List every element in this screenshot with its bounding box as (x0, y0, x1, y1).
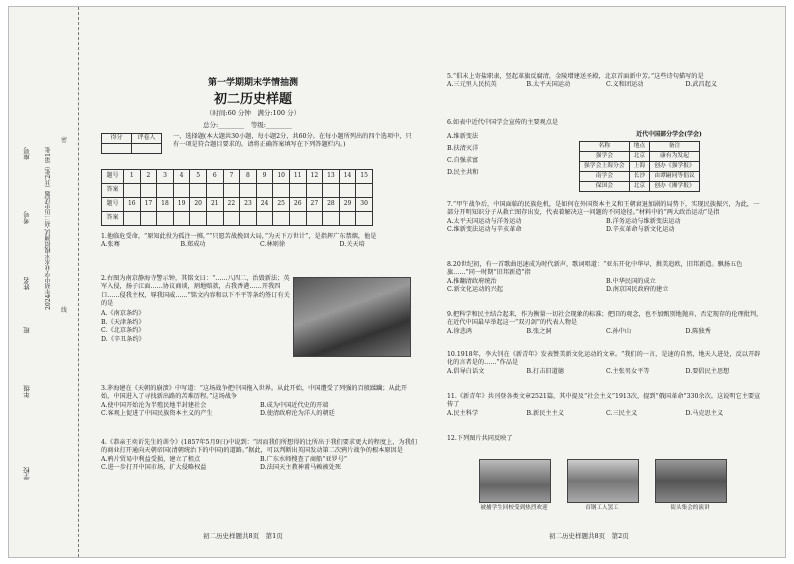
answer-cell[interactable] (240, 184, 257, 198)
exam-no-field: 考号 (23, 211, 31, 224)
q-num: 24 (256, 198, 273, 212)
option-a[interactable]: A.推翻清政府统治 (447, 277, 497, 285)
school-field: 学校 (23, 467, 31, 480)
question-stem: 9.把科学和民主结合起来，作为衡量一切社会现象的标准；把旧的观念，也不加甄别地抛弃，否定现存的伦理批判，在近代中国最早举起这一“双刃剑”的代表人物是 (447, 311, 763, 327)
photo-workers (567, 459, 639, 503)
q-num: 12 (306, 170, 323, 184)
question-stem: 7.“甲午战争后，中国面临的民族危机，是如何在外国资本主义和王朝衰退加剧的局势下，实现民族振兴，为此，一部分开明知识分子从救亡图存出发，代表着解决这一问题的不同途径。”材料中的“两大政治运动”是指 (447, 201, 760, 217)
option-b[interactable]: B.洋务运动与维新变法运动 (606, 217, 681, 225)
q-num: 22 (223, 198, 240, 212)
grader-box (101, 133, 162, 154)
answer-cell[interactable] (273, 184, 290, 198)
score-cell[interactable] (102, 144, 132, 154)
option-a[interactable]: A.三元里人民抗英 (447, 81, 497, 89)
option-d[interactable]: D.辛亥革命与新文化运动 (606, 226, 675, 234)
option-c[interactable]: C.主张男女平等 (606, 367, 650, 375)
question-stem: 8.20世纪初，有一首歌曲迅速成为时代新声，歌词唱道：“亚东开化中华早，揖美追欧，旧邦新造。飘扬五色旗……”同一时期“旧邦新造”指 (447, 261, 743, 277)
question-4 (101, 439, 419, 472)
question-1 (101, 233, 419, 250)
q-num: 18 (157, 198, 174, 212)
option-b[interactable]: B.张之洞 (526, 327, 552, 335)
option-a[interactable]: A.鸦片贸易中利益受损，建立了租点 (101, 455, 201, 463)
answer-cell[interactable] (206, 212, 223, 226)
question-stem: 12.下列图片共同反映了 (447, 435, 513, 442)
question-stem: 1.他临危受命，“原知此役为孤注一掷，”“只愿苦战挽回大局，”为天下万世计”，是指挥广东禁烟，他是 (101, 233, 377, 240)
q-num: 4 (173, 170, 190, 184)
seat-no-field: 座号 (23, 147, 31, 160)
seal-mark-2: 线 (61, 307, 68, 314)
answer-cell[interactable] (223, 184, 240, 198)
q-num: 25 (273, 198, 290, 212)
question-stem: 11.《新青年》共刊登各类文章2521篇，其中提及“社会主义”1913次，提到“俄国革命”330余次。这说明它主要宣传了 (447, 393, 761, 409)
option-b[interactable]: B.新民主主义 (526, 409, 564, 417)
row-label-a: 答案 (102, 212, 124, 226)
q-num: 27 (306, 198, 323, 212)
option-d[interactable]: D.陈独秀 (685, 327, 711, 335)
option-b[interactable]: B.《天津条约》 (101, 318, 145, 326)
options (447, 328, 765, 336)
seal-mark: 密 (61, 137, 68, 144)
exam-time: （时间:60 分钟 满分:100 分） (205, 109, 301, 117)
answer-cell[interactable] (190, 212, 207, 226)
answer-cell[interactable] (306, 212, 323, 226)
option-c[interactable]: C.客观上促进了中国民族资本主义的产生 (101, 410, 213, 418)
option-d[interactable]: D.要倡民主思想 (685, 367, 730, 375)
options (101, 310, 291, 343)
answer-cell[interactable] (173, 212, 190, 226)
option-a[interactable]: A.徐悲鸿 (447, 327, 472, 335)
option-a[interactable]: A.使中国开始沦为半殖民地半封建社会 (101, 401, 207, 409)
option-d[interactable]: D.使清政府沦为洋人的朝廷 (260, 410, 335, 418)
option-b[interactable]: B.郑成功 (180, 241, 206, 249)
answer-cell[interactable] (356, 212, 373, 226)
q-num: 30 (356, 198, 373, 212)
q-num: 2 (140, 170, 157, 184)
q-num: 23 (240, 198, 257, 212)
warning-bell-photo (293, 277, 411, 357)
q-num: 13 (323, 170, 340, 184)
answer-cell[interactable] (339, 212, 356, 226)
option-b[interactable]: B.扶清灭洋 (447, 145, 479, 153)
table-cell: 强学会上海分会 (580, 162, 630, 172)
option-a[interactable]: A.张骞 (101, 241, 120, 249)
option-d[interactable]: D.《辛丑条约》 (101, 335, 145, 343)
q-num: 20 (190, 198, 207, 212)
q-num: 21 (206, 198, 223, 212)
options (101, 456, 419, 473)
name-field: 姓名 (23, 277, 31, 290)
photo-rally (655, 459, 727, 503)
option-c[interactable]: C.进一步打开中国市场，扩大侵略权益 (101, 464, 207, 472)
grade-field: 年级 (23, 385, 31, 398)
table-cell: 北京 (629, 182, 650, 192)
q-num: 8 (240, 170, 257, 184)
option-b[interactable]: B.打击旧道德 (526, 367, 564, 375)
answer-cell[interactable] (140, 212, 157, 226)
table-row (580, 162, 700, 172)
question-stem: 6.如表中近代中国学会宣传的主要观点是 (447, 119, 559, 126)
option-c[interactable]: C.自强求富 (447, 156, 479, 164)
question-5 (447, 73, 765, 90)
question-11 (447, 393, 765, 418)
option-c[interactable]: C.林则徐 (260, 241, 286, 249)
options (447, 81, 765, 89)
answer-cell[interactable] (157, 212, 174, 226)
option-b[interactable]: B.成为中国近代史的开端 (260, 401, 329, 409)
row-label-q: 题号 (102, 198, 124, 212)
grader-cell[interactable] (132, 144, 162, 154)
question-2 (101, 275, 291, 344)
q-num: 19 (173, 198, 190, 212)
options (447, 218, 765, 235)
q-num: 11 (289, 170, 306, 184)
q-num: 29 (339, 198, 356, 212)
question-3 (101, 385, 419, 418)
option-d[interactable]: D.武昌起义 (685, 81, 717, 89)
answer-table (101, 169, 373, 226)
table-row (580, 182, 700, 192)
answer-cell[interactable] (256, 212, 273, 226)
question-9 (447, 311, 765, 336)
option-d[interactable]: D.民主共和 (447, 168, 479, 176)
page-title: 初二历史样题 (213, 92, 292, 107)
score-line: 总分:________ 等级:________ (203, 121, 292, 129)
question-stem: 2.右图为南京静海寺警示钟，其铭文曰：“……八四二，治毁新法；英军入侵，扬子江面……协议商谈，割地赔款，占我香港……开我四口……侵我主权，辱我国威……”铭文内容和以下不平等条约签订有关的是 (101, 275, 290, 308)
table-row (580, 172, 700, 182)
option-a[interactable]: A.《南京条约》 (101, 310, 145, 318)
answer-cell[interactable] (289, 212, 306, 226)
option-b[interactable]: B.广东水师搜查了商船“亚罗号” (260, 455, 348, 463)
option-a[interactable]: A.维新变法 (447, 133, 479, 141)
q-num: 9 (256, 170, 273, 184)
option-c[interactable]: C.义和团运动 (606, 81, 644, 89)
answer-cell[interactable] (306, 184, 323, 198)
answer-cell[interactable] (273, 212, 290, 226)
options (447, 278, 765, 295)
mini-table-title: 近代中国部分学会(学会) (636, 131, 702, 138)
answer-cell[interactable] (173, 184, 190, 198)
q-num: 17 (140, 198, 157, 212)
table-cell: 保国会 (580, 182, 630, 192)
option-c[interactable]: C.孙中山 (606, 327, 632, 335)
answer-cell[interactable] (124, 212, 141, 226)
option-d[interactable]: D.关天培 (339, 241, 365, 249)
answer-cell[interactable] (223, 212, 240, 226)
q-num: 10 (273, 170, 290, 184)
option-b[interactable]: B.太平天国运动 (526, 81, 571, 89)
option-d[interactable]: D.南京国民政府的建立 (606, 286, 669, 294)
q-num: 15 (356, 170, 373, 184)
q-num: 28 (323, 198, 340, 212)
societies-table (579, 141, 700, 192)
q-num: 16 (124, 198, 141, 212)
answer-cell[interactable] (289, 184, 306, 198)
q-num: 1 (124, 170, 141, 184)
question-stem: 3.茅海建在《天朝的崩溃》中写道：“这场战争把中国拖入世界。从此开始，中国遭受了列强的百般蹂躏；从此开始，中国进入了寻找新出路的苦难历程。”这场战争 (101, 385, 408, 401)
table-cell: 长沙 (629, 172, 650, 182)
section-instructions: 一、选择题(本大题共30小题，每小题2分，共60分。在每小题所列出的四个选项中，只有一项是符合题目要求的。请将正确答案填写在下列答题栏内。) (173, 133, 412, 149)
option-c[interactable]: C.新文化运动的兴起 (447, 286, 503, 294)
question-8 (447, 261, 765, 294)
grader-label: 评卷人 (132, 134, 162, 144)
option-b[interactable]: B.中华民国的成立 (606, 277, 656, 285)
q-num: 26 (289, 198, 306, 212)
table-row (580, 152, 700, 162)
class-field: 班 (23, 327, 31, 334)
photo-caption: 街头集会的演讲 (670, 505, 710, 511)
options (101, 402, 419, 419)
option-c[interactable]: C.三民主义 (606, 409, 638, 417)
row-label-q: 题号 (102, 170, 124, 184)
q-num: 6 (206, 170, 223, 184)
answer-cell[interactable] (206, 184, 223, 198)
answer-cell[interactable] (339, 184, 356, 198)
answer-cell[interactable] (323, 184, 340, 198)
col-header: 备注 (650, 142, 700, 152)
option-a[interactable]: A.民主科学 (447, 409, 479, 417)
right-page (429, 7, 781, 557)
page-footer-2: 初二历史样题共8页 第2页 (549, 532, 629, 541)
option-a[interactable]: A.太平天国运动与洋务运动 (447, 217, 522, 225)
row-label-a: 答案 (102, 184, 124, 198)
options (447, 131, 577, 178)
option-d[interactable]: D.法国天主教神甫马赖被处死 (260, 464, 341, 472)
question-6 (447, 119, 577, 178)
photo-caption: 被捕学生回校受到热烈欢迎 (480, 505, 548, 511)
option-c[interactable]: C.维新变法运动与辛亥革命 (447, 226, 522, 234)
photo-caption: 首钢工人罢工 (585, 505, 619, 511)
table-cell: 由谭嗣同等倡议 (650, 172, 700, 182)
left-page (83, 7, 423, 557)
table-cell: 康有为发起 (650, 152, 700, 162)
score-label: 得分 (102, 134, 132, 144)
table-cell: 创办《强学报》 (650, 162, 700, 172)
table-cell: 北京 (629, 152, 650, 162)
question-stem: 5.“倡末上寄盐职隶，竖起革旗反腐清，金陵增建送圣殿，北京首面新中芳。”这些诗句描写的是 (447, 73, 704, 80)
q-num: 5 (190, 170, 207, 184)
answer-cell[interactable] (256, 184, 273, 198)
answer-cell[interactable] (124, 184, 141, 198)
table-cell: 强学会 (580, 152, 630, 162)
photo-students (479, 459, 551, 503)
exam-sheet (8, 6, 786, 558)
answer-cell[interactable] (356, 184, 373, 198)
answer-cell[interactable] (240, 212, 257, 226)
answer-cell[interactable] (157, 184, 174, 198)
exam-name: 第一学期期末学情抽测 (207, 78, 298, 88)
options (101, 241, 419, 249)
q-num: 3 (157, 170, 174, 184)
question-10 (447, 351, 765, 376)
table-cell: 南学会 (580, 172, 630, 182)
margin-header-line: 2024年初中学业水平模拟测试·初二历史试题（共2张）第1张 (45, 147, 52, 310)
option-a[interactable]: A.倡导白话文 (447, 367, 485, 375)
answer-cell[interactable] (190, 184, 207, 198)
option-c[interactable]: C.《北京条约》 (101, 327, 145, 335)
col-header: 地点 (629, 142, 650, 152)
options (447, 410, 765, 418)
page-footer-1: 初二历史样题共8页 第1页 (203, 532, 283, 541)
answer-cell[interactable] (323, 212, 340, 226)
question-stem: 10.1918年，李大钊在《新青年》发表赞美新文化运动的文章。“我们的一言，是速的自然，地天人进处，反以开辟化的言者是的……”作品是 (447, 351, 761, 367)
binding-margin (9, 7, 79, 557)
options (447, 368, 765, 376)
table-cell: 创办《湘学报》 (650, 182, 700, 192)
table-cell: 上海 (629, 162, 650, 172)
answer-cell[interactable] (140, 184, 157, 198)
option-d[interactable]: D.马克思主义 (685, 409, 724, 417)
question-7 (447, 201, 765, 234)
q-num: 14 (339, 170, 356, 184)
col-header: 名称 (580, 142, 630, 152)
q-num: 7 (223, 170, 240, 184)
question-stem: 4.《恭亲王奕䜣先生的训令》(1857年5月9日)中说到：“因而我们所想得的比所出于我们要求更大的程度上，为我们的商业打开通向天朝帝国(清朝统治下的中国)的道路。”据此，可以判断出英国发动第二次鸦片战争的根本原因是 (101, 439, 417, 455)
question-12 (447, 435, 765, 443)
